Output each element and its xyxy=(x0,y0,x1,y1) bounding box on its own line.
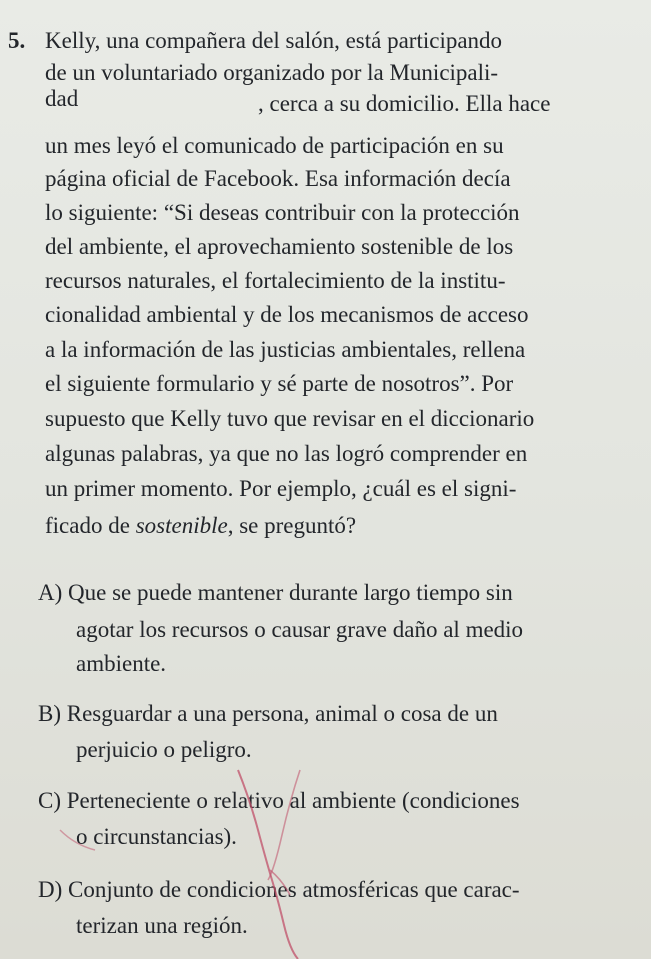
question-line: un mes leyó el comunicado de participación en su xyxy=(45,133,504,158)
question-line: supuesto que Kelly tuvo que revisar en el diccionario xyxy=(45,406,535,431)
question-line: recursos naturales, el fortalecimiento de la institu- xyxy=(45,268,506,293)
option-d xyxy=(38,877,520,903)
option-text: Conjunto de condiciones atmosféricas que carac- xyxy=(68,877,520,902)
question-line: página oficial de Facebook. Esa información decía xyxy=(45,166,511,191)
option-letter: B) xyxy=(38,701,61,726)
question-number: 5. xyxy=(8,28,26,53)
option-text: Resguardar a una persona, animal o cosa de un xyxy=(66,701,498,726)
option-letter: A) xyxy=(38,580,63,605)
question-line: , cerca a su domicilio. Ella hace xyxy=(258,91,551,116)
option-text: Perteneciente o relativo al ambiente (condiciones xyxy=(66,788,520,813)
option-letter: C) xyxy=(38,788,61,813)
option-b-line: perjuicio o peligro. xyxy=(76,737,252,762)
question-line-tail: , se preguntó? xyxy=(227,513,357,538)
option-a-line: agotar los recursos o causar grave daño al medio xyxy=(76,617,524,642)
question-line: el siguiente formulario y sé parte de nosotros”. Por xyxy=(45,371,514,396)
option-c xyxy=(38,788,520,814)
question-line: lo siguiente: “Si deseas contribuir con la protección xyxy=(45,200,520,225)
question-line: algunas palabras, ya que no las logró comprender en xyxy=(45,441,528,466)
emphasis-word: sostenible xyxy=(135,513,228,538)
question-line: a la información de las justicias ambientales, rellena xyxy=(45,337,526,362)
option-a xyxy=(38,580,513,606)
pen-stroke xyxy=(268,770,300,880)
question-line: ficado de xyxy=(45,513,130,538)
option-b xyxy=(38,701,498,727)
question-line: dad xyxy=(45,86,79,111)
question-line: un primer momento. Por ejemplo, ¿cuál es el signi- xyxy=(45,476,517,501)
question-line: cionalidad ambiental y de los mecanismos de acceso xyxy=(45,302,529,327)
question-line: de un voluntariado organizado por la Municipali- xyxy=(45,60,499,85)
question-line-final xyxy=(45,513,356,539)
option-text: Que se puede mantener durante largo tiempo sin xyxy=(68,580,513,605)
option-c-line: o circunstancias). xyxy=(76,824,237,849)
option-a-line: ambiente. xyxy=(76,651,167,676)
question-line: Kelly, una compañera del salón, está participando xyxy=(45,28,503,53)
option-letter: D) xyxy=(38,877,63,902)
option-d-line: terizan una región. xyxy=(76,913,248,938)
question-line: del ambiente, el aprovechamiento sostenible de los xyxy=(45,234,514,259)
